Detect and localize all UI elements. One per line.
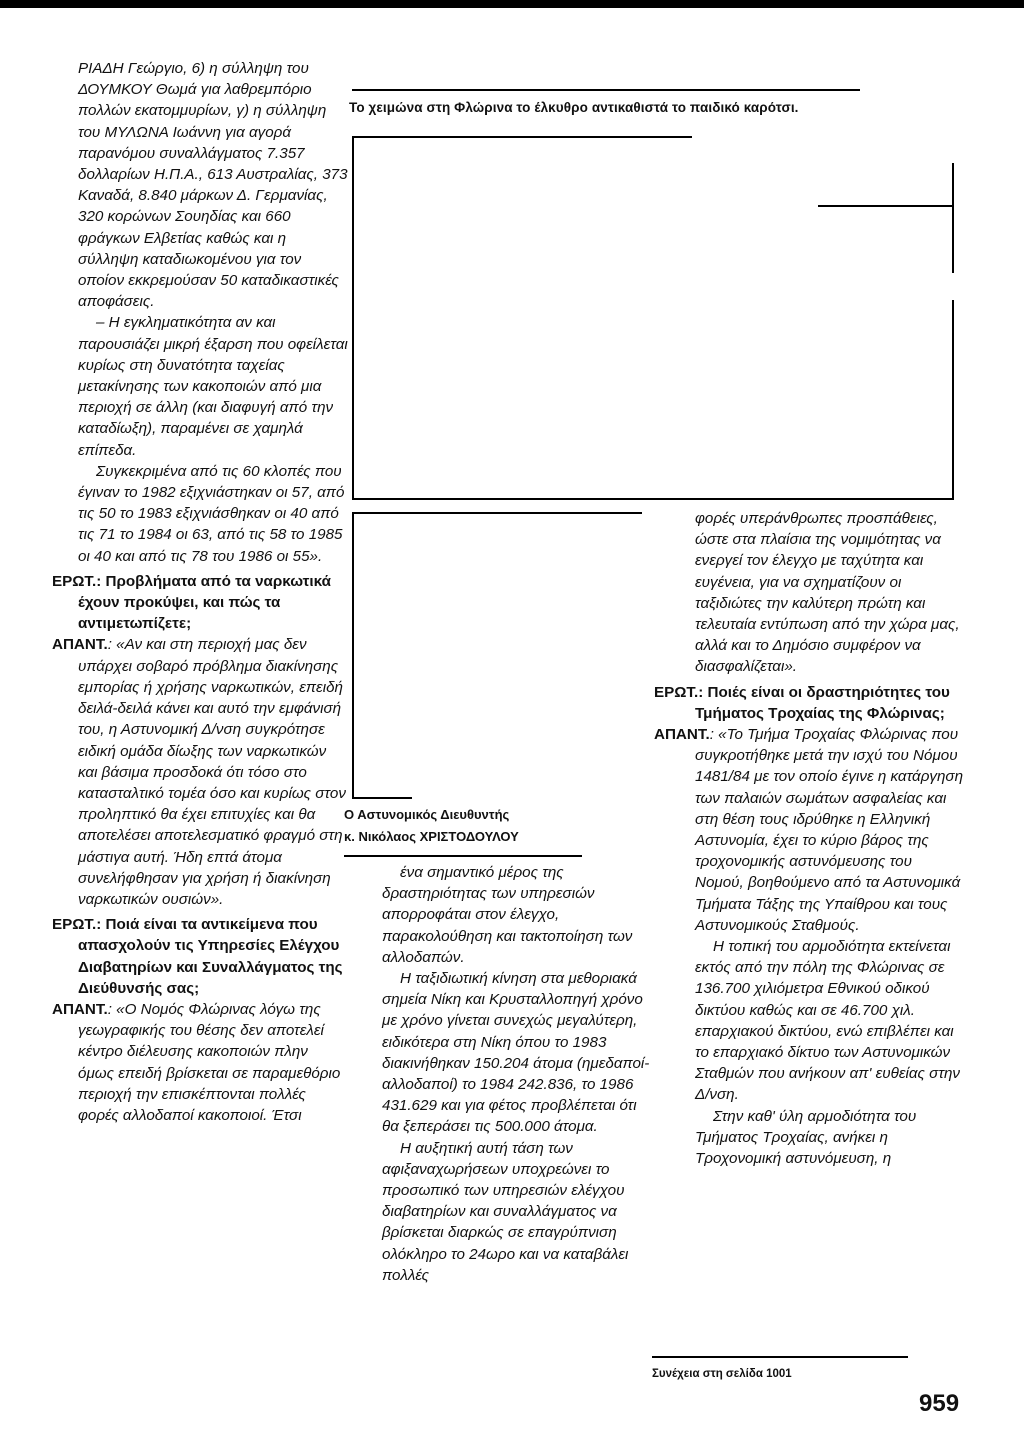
col3-paragraph-1: φορές υπεράνθρωπες προσπάθειες, ώστε στα πλαίσια της νομιμότητας να ενεργεί τον έλεγχο με ταχύτητα και ευγένεια, για να σχηματίζουν οι ταξιδιώτες την καλύτερη πρώτη και τελευταία εντύπωση από την χώρα μας, αλλά και το Δημόσιο συμφέρον να διασφαλίζεται». xyxy=(695,510,960,676)
photo2-caption-rule xyxy=(344,855,582,857)
footer-rule xyxy=(652,1356,908,1358)
answer-label: ΑΠΑΝΤ. xyxy=(52,1000,108,1018)
column-left xyxy=(52,58,348,1126)
question-3 xyxy=(654,682,964,724)
top-border xyxy=(0,0,1024,8)
photo1-frame-left xyxy=(352,136,354,500)
answer-text: : «Ο Νομός Φλώρινας λόγω της γεωγραφικής του θέσης δεν αποτελεί κέντρο διέλευσης κακοποιών πλην όμως επειδή βρίσκεται σε παραμεθόριο περιοχή την επισκέπτονται πολλές φορές αλλοδαποί κακοποιοί. Έτσι xyxy=(78,1000,341,1124)
answer-text: : «Αν και στη περιοχή μας δεν υπάρχει σοβαρό πρόβλημα διακίνησης εμπορίας ή χρήσης ναρκωτικών, επειδή δειλά-δειλά κάνει και αυτό την εμφάνισή του, η Αστυνομική Δ/νση συγκρότησε ειδική ομάδα δίωξης των ναρκωτικών και βάσιμα προσδοκά ότι τόσο στο κατασταλτικό τομέα όσο και κυρίως στον προληπτικό θα έχει επιτυχίες και θα αποτελέσει αποτελεσματικό φραγμό στη μάστιγα αυτή. Ήδη επτά άτομα συνελήφθησαν για χρήση ή διακίνηση ναρκωτικών ουσιών». xyxy=(78,636,346,908)
answer-2 xyxy=(52,999,348,1126)
question-label: ΕΡΩΤ. xyxy=(52,916,97,934)
col1-paragraph-2: – Η εγκληματικότητα αν και παρουσιάζει μικρή έξαρση που οφείλεται κυρίως στη δυνατότητα ταχείας μετακίνησης των κακοποιών από μια περιοχή σε άλλη (και διαφυγή από την καταδίωξη), παραμένει σε χαμηλά επίπεδα. xyxy=(78,314,348,459)
continued-note: Συνέχεια στη σελίδα 1001 xyxy=(652,1368,792,1380)
photo2-frame-left xyxy=(352,512,354,798)
question-text: : Ποιά είναι τα αντικείμενα που απασχολούν τις Υπηρεσίες Ελέγχου Διαβατηρίων και Συναλλάγματος της Διεύθυνσής σας; xyxy=(78,916,343,997)
page-number: 959 xyxy=(919,1390,960,1417)
question-1 xyxy=(52,571,348,635)
caption-title: Ο Αστυνομικός Διευθυντής xyxy=(344,807,510,822)
photo1-caption: Το χειμώνα στη Φλώρινα το έλκυθρο αντικαθιστά το παιδικό καρότσι. xyxy=(349,100,799,115)
answer-label: ΑΠΑΝΤ. xyxy=(52,636,108,654)
col2-paragraph-1: ένα σημαντικό μέρος της δραστηριότητας των υπηρεσιών απορροφάται στον έλεγχο, παρακολούθηση και τακτοποίηση των αλλοδαπών. xyxy=(382,864,633,966)
photo1-frame-mark xyxy=(818,205,954,207)
photo2-frame-top xyxy=(352,512,642,514)
photo2-caption xyxy=(344,804,519,848)
answer-label: ΑΠΑΝΤ. xyxy=(654,726,710,744)
col2-paragraph-3: Η αυξητική αυτή τάση των αφιξαναχωρήσεων υποχρεώνει το προσωπικό των υπηρεσιών ελέγχου διαβατηρίων και συναλλάγματος να βρίσκεται διαρκώς σε επαγρύπνιση ολόκληρο το 24ωρο και να καταβάλει πολλές xyxy=(382,1139,629,1284)
column-right xyxy=(654,508,964,1169)
question-label: ΕΡΩΤ. xyxy=(52,572,97,590)
photo1-frame-right xyxy=(952,163,954,273)
photo1-frame-right-lower xyxy=(952,300,954,500)
col1-paragraph-1: ΡΙΑΔΗ Γεώργιο, 6) η σύλληψη του ΔΟΥΜΚΟΥ Θωμά για λαθρεμπόριο πολλών εκατομμυρίων, γ) η σύλληψη του ΜΥΛΩΝΑ Ιωάννη για αγορά παρανόμου συναλλάγματος 7.357 δολλαρίων Η.Π.Α., 613 Αυστραλίας, 373 Καναδά, 8.840 μάρκων Δ. Γερμανίας, 320 κορώνων Σουηδίας και 660 φράγκων Ελβετίας καθώς και η σύλληψη καταδιωκομένου για τον οποίον εκκρεμούσαν 50 καταδικαστικές αποφάσεις. xyxy=(78,60,348,311)
photo1-top-rule xyxy=(352,89,860,91)
question-text: : Ποιές είναι οι δραστηριότητες του Τμήματος Τροχαίας της Φλώρινας; xyxy=(695,683,950,722)
col3-paragraph-3: Στην καθ' ύλη αρμοδιότητα του Τμήματος Τροχαίας, ανήκει η Τροχονομική αστυνόμευση, η xyxy=(695,1107,917,1168)
answer-text: : «Το Τμήμα Τροχαίας Φλώρινας που συγκροτήθηκε μετά την ισχύ του Νόμου 1481/84 με τον οποίο έγινε η κατάργηση των παλαιών σωμάτων ασφαλείας και στη θέση τους ιδρύθηκε η Ελληνική Αστυνομία, έχει το κύριο βάρος της τροχονομικής αστυνόμευσης του Νομού, βοηθούμενο από τα Αστυνομικά Τμήματα Τάξης της Υπαίθρου και τους Αστυνομικούς Σταθμούς. xyxy=(695,726,964,934)
col3-paragraph-2: Η τοπική του αρμοδιότητα εκτείνεται εκτός από την πόλη της Φλώρινας σε 136.700 χιλιόμετρα Εθνικού οδικού δικτύου καθώς και σε 46.700 χιλ. επαρχιακού δικτύου, ενώ επιβλέπει και το επαρχιακό δίκτυο των Αστυνομικών Σταθμών που ανήκουν απ' ευθείας στην Δ/νση. xyxy=(695,938,961,1104)
column-middle xyxy=(370,862,653,1286)
photo1-frame-bottom xyxy=(352,498,954,500)
photo1-frame-top xyxy=(352,136,692,138)
question-label: ΕΡΩΤ. xyxy=(654,683,699,701)
col2-paragraph-2: Η ταξιδιωτική κίνηση στα μεθοριακά σημεία Νίκη και Κρυσταλλοπηγή χρόνο με χρόνο γίνεται συνεχώς μεγαλύτερη, ειδικότερα στη Νίκη όπου το 1983 διακινήθηκαν 150.204 άτομα (ημεδαποί-αλλοδαποί) το 1984 242.836, το 1986 431.629 και για φέτος προβλέπεται ότι θα ξεπεράσει τις 500.000 άτομα. xyxy=(382,970,650,1136)
answer-3 xyxy=(654,724,964,936)
question-text: : Προβλήματα από τα ναρκωτικά έχουν προκύψει, και πώς τα αντιμετωπίζετε; xyxy=(78,572,331,633)
question-2 xyxy=(52,914,348,999)
answer-1 xyxy=(52,634,348,910)
photo2-frame-bottom xyxy=(352,797,412,799)
col1-paragraph-3: Συγκεκριμένα από τις 60 κλοπές που έγιναν το 1982 εξιχνιάστηκαν οι 57, από τις 50 το 1983 εξιχνιάσθηκαν οι 40 από τις 71 το 1984 οι 63, από τις 58 το 1985 οι 40 και από τις 78 του 1986 οι 55». xyxy=(78,462,345,565)
caption-name: κ. Νικόλαος ΧΡΙΣΤΟΔΟΥΛΟΥ xyxy=(344,829,519,844)
